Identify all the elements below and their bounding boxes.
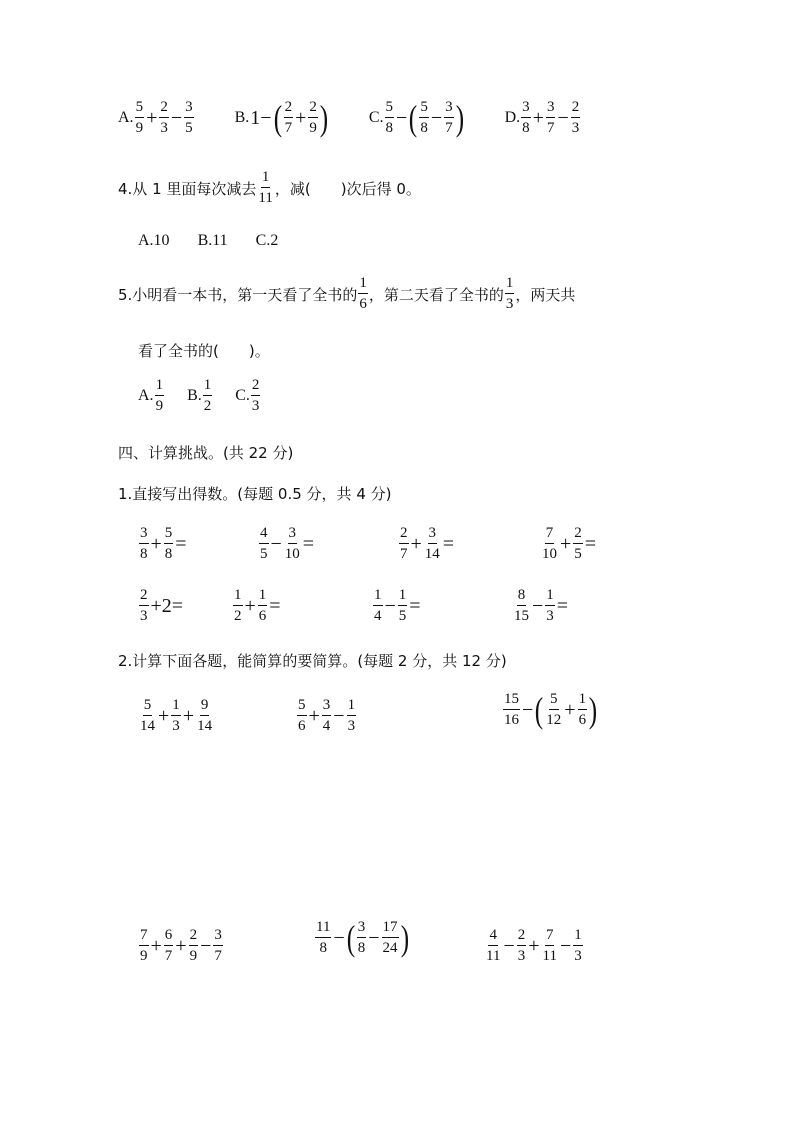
denominator: 14 [197, 718, 213, 734]
denominator: 6 [298, 718, 306, 734]
q3-option-c [369, 100, 465, 136]
option-label: C. [368, 109, 384, 126]
operator: + [410, 532, 422, 555]
denominator: 6 [578, 712, 587, 728]
fraction [578, 692, 588, 728]
operator: − [557, 106, 569, 129]
sub1-r1-e4 [540, 524, 597, 562]
numerator: 7 [545, 928, 555, 946]
fraction [485, 928, 501, 964]
fraction [284, 526, 301, 562]
denominator: 3 [347, 718, 356, 734]
sub2-r2-e1 [138, 926, 224, 964]
fraction [398, 588, 408, 624]
numerator: 2 [159, 100, 169, 118]
denominator: 7 [164, 948, 173, 964]
fraction [139, 928, 149, 964]
operator: − [333, 926, 345, 949]
numerator: 3 [322, 698, 332, 716]
fraction [196, 698, 213, 734]
numerator: 1 [258, 588, 268, 606]
denominator: 3 [517, 948, 526, 964]
denominator: 3 [140, 608, 148, 624]
numerator: 3 [428, 526, 438, 544]
right-paren: ) [319, 98, 329, 138]
fraction [322, 698, 332, 734]
operator: + [175, 934, 187, 957]
denominator: 2 [234, 608, 242, 624]
operator: − [384, 594, 396, 617]
numerator: 15 [503, 692, 520, 710]
numerator: 3 [213, 928, 223, 946]
sub2-r1-e1 [138, 696, 214, 734]
fraction [171, 698, 181, 734]
option-label: B. [234, 109, 250, 126]
denominator: 11 [542, 948, 557, 964]
q5-part2: ，第二天看了全书的 [368, 285, 504, 304]
numerator: 3 [444, 100, 454, 118]
fraction [259, 526, 269, 562]
sub2-r2-e2 [314, 918, 410, 956]
fraction [164, 928, 174, 964]
denominator: 7 [214, 948, 222, 964]
q5-fraction-1: $\frac{1}{6}$ [359, 275, 367, 312]
numerator: 1 [545, 588, 555, 606]
left-paren: ( [273, 98, 282, 138]
numerator: 1 [347, 698, 357, 716]
numerator: 7 [139, 928, 149, 946]
numerator: 1 [233, 588, 243, 606]
denominator: 9 [140, 948, 148, 964]
numerator: 5 [297, 698, 307, 716]
numerator: 2 [573, 526, 583, 544]
sub1-r2-e2 [232, 586, 282, 624]
fraction [139, 526, 149, 562]
operator: = [556, 594, 569, 617]
denominator: 4 [322, 718, 331, 734]
denominator: 3 [172, 718, 180, 734]
operator: + [244, 594, 256, 617]
fraction [164, 526, 174, 562]
denominator: 14 [424, 546, 440, 562]
denominator: 8 [357, 940, 366, 956]
paren-content [283, 100, 319, 136]
numerator: 5 [549, 692, 559, 710]
numerator: 3 [184, 100, 194, 118]
numerator: 1 [398, 588, 408, 606]
numerator: 4 [488, 928, 498, 946]
sub1-r2-e3 [372, 586, 422, 624]
q5-option-b: B. $\frac{1}{2}$ [187, 377, 212, 414]
denominator: 7 [445, 120, 453, 136]
q5-part3: ，两天共 [515, 285, 576, 304]
denominator: 14 [140, 718, 155, 734]
numerator: 5 [135, 100, 145, 118]
q4-option-a: A.10 [138, 232, 170, 249]
denominator: 24 [382, 940, 398, 956]
numerator: 5 [143, 698, 153, 716]
sub2-title: 2.计算下面各题，能简算的要简算。(每题 2 分，共 12 分) [118, 652, 507, 670]
numerator: 17 [382, 920, 399, 938]
denominator: 6 [258, 608, 267, 624]
left-paren: ( [535, 690, 544, 730]
denominator: 3 [574, 948, 582, 964]
numerator: 2 [308, 100, 318, 118]
paren-content [356, 920, 400, 956]
numerator: 6 [164, 928, 174, 946]
fraction [517, 928, 527, 964]
operator: − [270, 532, 282, 555]
fraction [297, 698, 307, 734]
numerator: 1 [373, 588, 383, 606]
paren-content [544, 692, 588, 728]
sub1-r2-e1 [138, 586, 184, 624]
numerator: 3 [521, 100, 531, 118]
operator: − [333, 704, 345, 727]
fraction [424, 526, 441, 562]
numerator: 5 [385, 100, 395, 118]
operator: = [175, 532, 187, 555]
fraction [284, 100, 294, 136]
q4-fraction: $\frac{1}{11}$ [258, 169, 273, 206]
denominator: 8 [319, 940, 327, 956]
q3-option-b [235, 100, 329, 136]
sub1-r1-e3 [398, 524, 455, 562]
denominator: 8 [420, 120, 428, 136]
sub1-r1-e2 [258, 524, 315, 562]
q3-option-a [118, 100, 195, 136]
numerator: 4 [259, 526, 269, 544]
operator: − [532, 594, 544, 617]
q3-options [118, 100, 581, 136]
operator: + [560, 532, 572, 555]
q4-options [138, 232, 278, 250]
q5-options [138, 378, 261, 414]
denominator: 9 [189, 948, 198, 964]
operator: + [150, 532, 162, 555]
denominator: 4 [374, 608, 382, 624]
denominator: 5 [185, 120, 193, 136]
denominator: 15 [514, 608, 529, 624]
fraction [357, 920, 367, 956]
numerator: 3 [139, 526, 149, 544]
numerator: 8 [517, 588, 527, 606]
fraction [546, 100, 556, 136]
right-paren: ) [588, 690, 598, 730]
fraction [542, 928, 558, 964]
fraction [139, 588, 149, 624]
fraction [444, 100, 454, 136]
question-5 [118, 276, 575, 312]
sub1-r2-e4 [512, 586, 569, 624]
denominator: 3 [571, 120, 580, 136]
fraction [135, 100, 145, 136]
denominator: 10 [284, 546, 300, 562]
denominator: 8 [140, 546, 148, 562]
fraction [419, 100, 429, 136]
paren-content [418, 100, 454, 136]
numerator: 2 [284, 100, 294, 118]
denominator: 16 [504, 712, 519, 728]
denominator: 7 [400, 546, 408, 562]
denominator: 5 [398, 608, 407, 624]
numerator: 11 [315, 920, 331, 938]
denominator: 9 [135, 120, 144, 136]
operator: − [430, 106, 443, 129]
fraction [541, 526, 558, 562]
numerator: 2 [517, 928, 527, 946]
fraction [315, 920, 331, 956]
fraction [347, 698, 357, 734]
fraction [308, 100, 318, 136]
numerator: 9 [200, 698, 210, 716]
lead-term: 1− [250, 106, 272, 129]
fraction [382, 920, 399, 956]
q5-part1: 5.小明看一本书，第一天看了全书的 [118, 285, 358, 304]
q5-option-a: A. $\frac{1}{9}$ [138, 377, 164, 414]
fraction [233, 588, 243, 624]
denominator: 7 [546, 120, 555, 136]
numerator: 3 [546, 100, 556, 118]
operator: + [150, 934, 162, 957]
sub2-r2-e3 [484, 926, 584, 964]
left-paren: ( [346, 918, 355, 958]
fraction [189, 928, 199, 964]
q5-fraction-2: $\frac{1}{3}$ [505, 275, 514, 312]
option-label: A. [118, 109, 134, 126]
denominator: 11 [486, 948, 501, 964]
operator: − [396, 106, 408, 129]
q4-suffix: ，减( )次后得 0。 [274, 179, 421, 198]
denominator: 5 [574, 546, 582, 562]
denominator: 5 [260, 546, 268, 562]
operator: − [503, 934, 515, 957]
numerator: 7 [545, 526, 555, 544]
operator: +2= [150, 594, 184, 617]
q5-option-c: C. $\frac{2}{3}$ [235, 377, 260, 414]
operator: − [170, 106, 183, 129]
fraction [545, 588, 555, 624]
fraction [159, 100, 169, 136]
fraction [385, 100, 395, 136]
q4-option-b: B.11 [197, 232, 228, 249]
fraction [573, 526, 583, 562]
question-4 [118, 170, 421, 206]
denominator: 9 [309, 120, 317, 136]
section-4-title: 四、计算挑战。(共 22 分) [118, 444, 294, 462]
fraction [139, 698, 156, 734]
operator: + [564, 698, 576, 721]
numerator: 5 [419, 100, 429, 118]
denominator: 8 [164, 546, 173, 562]
fraction [573, 928, 583, 964]
q5-line2: 看了全书的( )。 [138, 342, 270, 360]
option-label: D. [504, 109, 521, 126]
fraction [521, 100, 531, 136]
denominator: 8 [522, 120, 530, 136]
q3-option-d [505, 100, 582, 136]
fraction [399, 526, 409, 562]
q4-prefix: 4.从 1 里面每次减去 [118, 179, 257, 198]
denominator: 12 [546, 712, 562, 728]
numerator: 2 [139, 588, 149, 606]
numerator: 1 [578, 692, 588, 710]
right-paren: ) [400, 918, 409, 958]
fraction [184, 100, 194, 136]
operator: − [368, 926, 380, 949]
numerator: 3 [357, 920, 367, 938]
operator: + [146, 106, 158, 129]
right-paren: ) [455, 98, 464, 138]
operator: = [409, 594, 421, 617]
operator: + [528, 934, 540, 957]
numerator: 1 [171, 698, 181, 716]
sub1-title: 1.直接写出得数。(每题 0.5 分，共 4 分) [118, 485, 392, 503]
numerator: 2 [571, 100, 581, 118]
operator: + [182, 704, 195, 727]
fraction [571, 100, 581, 136]
operator: + [295, 106, 307, 129]
fraction [545, 692, 562, 728]
denominator: 7 [284, 120, 293, 136]
sub1-r1-e1 [138, 524, 188, 562]
left-paren: ( [409, 98, 418, 138]
operator: + [308, 704, 320, 727]
operator: − [522, 698, 534, 721]
sub2-r1-e3 [502, 690, 598, 728]
fraction [503, 692, 520, 728]
denominator: 10 [542, 546, 557, 562]
numerator: 5 [164, 526, 174, 544]
q4-option-c: C.2 [255, 232, 279, 249]
denominator: 3 [546, 608, 554, 624]
numerator: 2 [189, 928, 199, 946]
operator: = [269, 594, 281, 617]
fraction [258, 588, 268, 624]
denominator: 8 [385, 120, 394, 136]
operator: = [302, 532, 315, 555]
operator: = [442, 532, 455, 555]
denominator: 3 [160, 120, 168, 136]
sub2-r1-e2 [296, 696, 357, 734]
numerator: 1 [573, 928, 583, 946]
fraction [373, 588, 383, 624]
fraction [213, 928, 223, 964]
operator: + [158, 704, 170, 727]
operator: − [559, 934, 572, 957]
numerator: 3 [288, 526, 298, 544]
fraction [513, 588, 530, 624]
operator: − [200, 934, 212, 957]
operator: + [532, 106, 544, 129]
operator: = [584, 532, 597, 555]
numerator: 2 [399, 526, 409, 544]
